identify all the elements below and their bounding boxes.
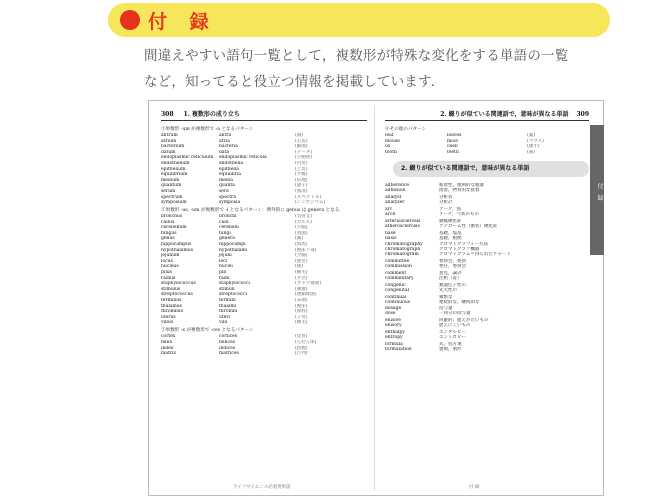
cell-2: staphylococci [219, 281, 250, 287]
word-pair-group [385, 271, 589, 281]
cell-3: (核) [295, 264, 304, 270]
cell-1: locus [161, 258, 173, 264]
cell-3: (刺激) [295, 286, 308, 292]
cell-1: dosage [385, 306, 402, 312]
cell-2: villi [219, 320, 228, 326]
cell-2: 粘着性，規則的な服薬 [439, 183, 484, 189]
cell-1: cortex [161, 334, 176, 340]
cell-1: elusive [385, 318, 401, 324]
cell-2: cerebelli [219, 225, 239, 231]
other-patterns-list [385, 133, 589, 155]
cell-1: adhesion [385, 188, 406, 194]
cell-2: spectra [219, 194, 237, 200]
word-pair-group [385, 330, 589, 340]
cell-2: radii [219, 275, 230, 281]
word-pair-row [385, 252, 589, 257]
cell-2: アーク，弧 [439, 206, 462, 212]
cell-1: villus [161, 320, 174, 326]
cell-2: stimuli [219, 286, 235, 292]
right-running-head [385, 109, 589, 121]
plural-row [385, 150, 589, 156]
cell-2: 式，処方箋 [439, 341, 462, 347]
right-page [377, 101, 605, 495]
left-page-number: 308 [161, 111, 174, 118]
cell-2: クロマトグラフ機器 [439, 247, 480, 253]
cell-2: leaves [447, 133, 462, 138]
cell-2: atria [219, 138, 230, 144]
confusable-words-list [385, 183, 589, 351]
bullet-dot-icon [120, 10, 140, 30]
word-pair-row [385, 264, 589, 269]
cell-1: continuous [385, 299, 411, 305]
cell-2: epithelia [219, 166, 239, 172]
cell-1: staphylococcus [161, 281, 196, 287]
cell-1: arc [385, 206, 393, 212]
cell-1: congenital [385, 287, 409, 293]
cell-1: symposium [161, 200, 187, 206]
cell-2: hypothalami [219, 247, 248, 253]
cell-3: (細菌) [295, 144, 308, 150]
cell-3: (葉) [527, 133, 536, 138]
word-pair-row [385, 276, 589, 281]
word-pair-group [385, 295, 589, 305]
cell-3: (視床下部) [295, 247, 317, 253]
cell-1: endothelium [161, 160, 190, 166]
plural-forms-list [161, 126, 367, 357]
cell-2: 基礎，塩基 [439, 230, 462, 236]
appendix-title: 付 録 [148, 11, 217, 33]
appendix-side-tab: 付 録 [590, 125, 604, 255]
cell-1: committee [385, 259, 410, 265]
cell-2: bronchi [219, 214, 237, 220]
right-page-footer: 付 録 [469, 485, 480, 490]
cell-2: アテローム性（粥状）硬化症 [439, 223, 498, 229]
plural-row [161, 200, 367, 206]
cell-1: thalamus [161, 303, 182, 309]
cell-3: (らせん体) [295, 339, 317, 345]
cell-2: indices [219, 345, 236, 351]
word-pair-row [385, 236, 589, 241]
right-page-number: 309 [576, 111, 589, 118]
intro-text-line1: 間違えやすい語句一覧として，複数形が特殊な変化をする単語の一覧 [144, 48, 569, 64]
word-pair-group [385, 318, 589, 328]
cell-1: nucleus [161, 264, 179, 270]
cell-3: (末端) [295, 298, 308, 304]
cell-1: mouse [385, 138, 400, 144]
cell-2: 動脈硬化症 [439, 218, 462, 224]
cell-1: continual [385, 294, 407, 300]
cell-1: datum [161, 149, 176, 155]
cell-1: bronchus [161, 214, 183, 220]
word-pair-row [385, 300, 589, 305]
cell-2: アーチ，弓状のもの [439, 212, 480, 218]
cell-3: (小胞体) [295, 155, 313, 161]
cell-3: (気管支) [295, 214, 313, 220]
cell-3: (マウス) [527, 138, 544, 144]
word-pair-group [385, 231, 589, 241]
cell-3: (皮質) [295, 334, 308, 340]
other-patterns-heading: ④その他のパターン [385, 127, 427, 132]
cell-2: equilibria [219, 172, 241, 178]
left-page-footer: ライフサイエンス必須英単語 [233, 485, 291, 490]
cell-1: radius [161, 275, 176, 281]
cell-3: (ブドウ球菌) [295, 281, 322, 287]
cell-1: formulation [385, 346, 412, 352]
cell-3: (線毛) [295, 270, 308, 276]
plural-row [161, 351, 367, 357]
section-title-pill: 2. 綴りが似ている関連語で，意味が異なる単語 [393, 161, 589, 177]
cell-3: (連鎖球菌) [295, 292, 317, 298]
cell-3: (スペクトル) [295, 194, 322, 200]
cell-2: teeth [447, 149, 459, 155]
cell-2: 先天性の [439, 287, 457, 293]
cell-2: cortices [219, 334, 238, 340]
cell-2: エンタルピー [439, 329, 466, 335]
cell-2: 委任，委員会 [439, 264, 466, 270]
cell-3: (データ) [295, 149, 313, 155]
cell-3: (量子) [295, 183, 308, 189]
cell-2: antra [219, 133, 232, 138]
cell-1: thrombus [161, 309, 183, 315]
cell-2: 製剤，剤形 [439, 346, 462, 352]
word-pair-row [385, 200, 589, 205]
appendix-banner [108, 3, 610, 37]
cell-1: cerebellum [161, 225, 187, 231]
cell-1: bacterium [161, 144, 185, 150]
cell-1: arteriosclerosis [385, 218, 421, 224]
cell-2: エントロピー [439, 334, 466, 340]
section-heading: ②単数形 -us, -um が複数形で -i となるパターン：例外的に genus は genera となる． [161, 208, 344, 214]
cell-1: commentary [385, 276, 414, 282]
cell-2: 回避的；捉えがたいもの [439, 318, 489, 324]
cell-1: formula [385, 341, 403, 347]
cell-3: (血清) [295, 188, 308, 194]
cell-1: base [385, 230, 396, 236]
cell-1: matrix [161, 351, 176, 357]
cell-2: pili [219, 270, 227, 276]
cell-3: (絨毛) [295, 320, 308, 326]
cell-3: (子宮) [295, 314, 308, 320]
cell-2: nuclei [219, 264, 233, 270]
word-pair-group [385, 242, 589, 257]
cell-2: oxen [447, 144, 458, 150]
cell-3: (シンポジウム) [295, 200, 326, 206]
cell-1: hypothalamus [161, 247, 194, 253]
word-pair-row [385, 288, 589, 293]
left-running-title: 1. 複数形の成り立ち [183, 111, 240, 118]
cell-3: (洞) [295, 133, 304, 138]
cell-2: mice [447, 138, 458, 144]
cell-1: epithelium [161, 166, 186, 172]
cell-2: 委員会，委員 [439, 259, 466, 265]
cell-2: sera [219, 188, 229, 194]
cell-2: media [219, 177, 233, 183]
cell-1: chromatograph [385, 247, 421, 253]
cell-1: helix [161, 339, 172, 345]
left-running-head [161, 109, 367, 121]
word-pair-group [385, 183, 589, 193]
cell-3: (属) [295, 236, 304, 242]
cell-2: loci [219, 258, 228, 264]
cell-2: クロマトグラフィー方法 [439, 242, 489, 248]
cell-3: (血栓) [295, 309, 308, 315]
word-pair-group [385, 283, 589, 293]
cell-1: spectrum [161, 194, 183, 200]
cell-2: 一回分の投与量 [439, 311, 471, 317]
cell-2: data [219, 149, 230, 155]
cell-3: (真菌) [295, 230, 308, 236]
cell-1: terminus [161, 298, 182, 304]
cell-2: genera [219, 236, 235, 242]
cell-1: atrium [161, 138, 177, 144]
cell-1: commission [385, 264, 412, 270]
right-running-title: 2. 綴りが似ている関連語で，意味が異なる単語 [440, 111, 569, 118]
cell-1: index [161, 345, 174, 351]
cell-2: uteri [219, 314, 230, 320]
cell-2: quanta [219, 183, 235, 189]
cell-2: 連続的な，継続的な [439, 299, 480, 305]
cell-1: equilibrium [161, 172, 188, 178]
cell-1: ox [385, 144, 391, 150]
cell-3: (半径) [295, 275, 308, 281]
cell-3: (空腸) [295, 253, 308, 259]
cell-1: pilus [161, 270, 172, 276]
cell-1: callus [161, 219, 175, 225]
word-pair-group [385, 259, 589, 269]
cell-1: antrum [161, 133, 178, 138]
cell-2: 基礎，根拠 [439, 235, 462, 241]
plural-row [161, 320, 367, 326]
cell-3: (海馬) [295, 242, 308, 248]
cell-1: streptococcus [161, 292, 193, 298]
cell-1: basis [385, 235, 397, 241]
word-pair-row [385, 212, 589, 217]
word-pair-group [385, 195, 589, 205]
cell-1: quantum [161, 183, 182, 189]
word-pair-group [385, 306, 589, 316]
cell-2: termini [219, 298, 236, 304]
cell-1: enthalpy [385, 329, 405, 335]
cell-3: (座位) [295, 258, 308, 264]
cell-2: 分析者 [439, 195, 453, 201]
word-pair-group [385, 219, 589, 229]
cell-1: leaf [385, 133, 394, 138]
word-pair-row [385, 224, 589, 229]
cell-2: endothelia [219, 160, 244, 166]
cell-3: (内皮) [295, 160, 308, 166]
cell-1: uterus [161, 314, 176, 320]
cell-3: (歯) [527, 149, 536, 155]
word-pair-row [385, 323, 589, 328]
cell-2: thrombi [219, 309, 238, 315]
cell-1: endoplasmic reticulum [161, 155, 214, 161]
cell-3: (雄牛) [527, 144, 540, 150]
cell-2: 接着，物質的な接着 [439, 188, 480, 194]
cell-3: (指標) [295, 345, 308, 351]
cell-2: matrices [219, 351, 239, 357]
cell-2: クロマトグラム＝得られたチャート [439, 252, 511, 258]
cell-3: (心房) [295, 138, 308, 144]
word-pair-row [385, 188, 589, 193]
cell-2: hippocampi [219, 242, 246, 248]
cell-1: tooth [385, 149, 397, 155]
left-page [149, 101, 375, 495]
word-pair-row [385, 311, 589, 316]
cell-2: streptococci [219, 292, 248, 298]
cell-1: jejunum [161, 253, 180, 259]
cell-1: congenic [385, 282, 406, 288]
cell-3: (小脳) [295, 225, 308, 231]
cell-2: 頻繁な [439, 294, 453, 300]
cell-1: atherosclerosis [385, 223, 420, 229]
cell-1: dose [385, 311, 396, 317]
cell-1: serum [161, 188, 176, 194]
cell-2: symposia [219, 200, 241, 206]
cell-2: calli [219, 219, 229, 225]
cell-3: (カルス) [295, 219, 312, 225]
word-pair-group [385, 207, 589, 217]
cell-2: 捉えにくいもの [439, 323, 471, 329]
word-pair-group [385, 342, 589, 352]
book-spread-image [148, 100, 604, 496]
cell-1: adherence [385, 183, 410, 189]
cell-1: medium [161, 177, 180, 183]
cell-3: (平衡) [295, 172, 308, 178]
cell-2: helices [219, 339, 235, 345]
cell-2: fungi [219, 230, 231, 236]
word-pair-row [385, 335, 589, 340]
cell-2: thalami [219, 303, 237, 309]
cell-2: endoplasmic reticula [219, 155, 267, 161]
cell-3: (培地) [295, 177, 308, 183]
cell-1: hippocampus [161, 242, 192, 248]
cell-2: bacteria [219, 144, 238, 150]
intro-text-line2: など，知ってると役立つ情報を掲載しています． [144, 74, 445, 90]
cell-2: 投与量 [439, 306, 453, 312]
cell-3: (視床) [295, 303, 308, 309]
cell-2: jejuni [219, 253, 232, 259]
cell-1: chromatography [385, 242, 423, 248]
cell-1: comment [385, 270, 407, 276]
cell-1: fungus [161, 230, 177, 236]
word-pair-row [385, 347, 589, 352]
cell-3: (上皮) [295, 166, 308, 172]
section-heading: ③単数形 -x が複数形で -ces となるパターン [161, 328, 254, 334]
cell-1: stimulus [161, 286, 181, 292]
cell-2: 類遺伝子性の [439, 282, 466, 288]
cell-1: arch [385, 212, 396, 218]
cell-2: 意見，論評 [439, 270, 462, 276]
cell-1: entropy [385, 334, 403, 340]
cell-1: elusory [385, 323, 402, 329]
cell-1: chromatogram [385, 252, 419, 258]
cell-1: analyzer [385, 200, 405, 206]
cell-2: 分析計 [439, 200, 453, 206]
cell-1: genus [161, 236, 175, 242]
cell-2: 注釈（書） [439, 276, 462, 282]
cell-3: (行列) [295, 351, 308, 357]
cell-1: analyst [385, 195, 402, 201]
section-heading: ①単数形 -um が複数形で -a となるパターン [161, 127, 254, 132]
